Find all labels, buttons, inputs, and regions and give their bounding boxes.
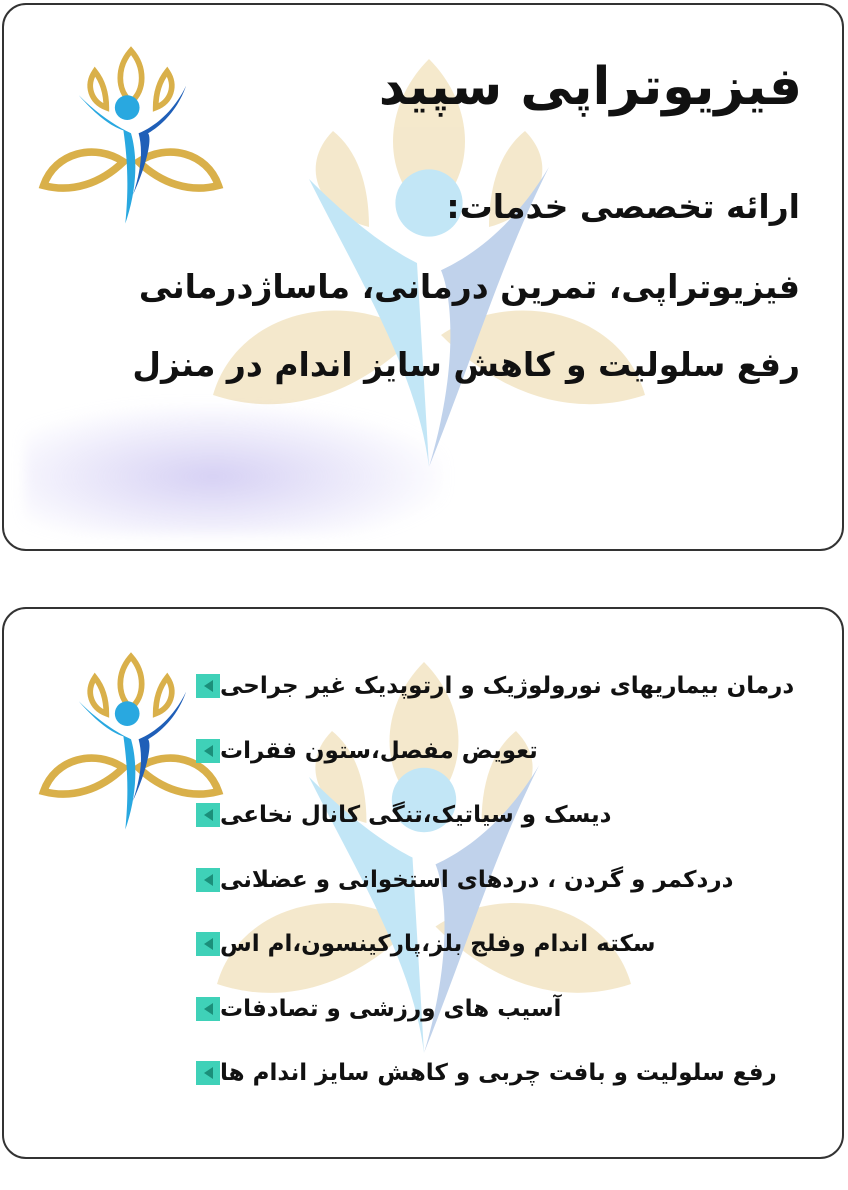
- list-item-text: دیسک و سیاتیک،تنگی کانال نخاعی: [220, 802, 612, 829]
- services-line-2: رفع سلولیت و کاهش سایز اندام در منزل: [132, 345, 800, 384]
- services-heading: ارائه تخصصی خدمات:: [446, 187, 800, 226]
- list-item-text: درمان بیماریهای نورولوژیک و ارتوپدیک غیر جراحی: [220, 673, 795, 700]
- business-card-back: [2, 607, 844, 1159]
- triangle-bullet-icon: [196, 803, 220, 827]
- card-title: فیزیوتراپی سپید: [378, 57, 802, 117]
- list-item-text: رفع سلولیت و بافت چربی و کاهش سایز اندام ها: [220, 1060, 777, 1087]
- triangle-bullet-icon: [196, 739, 220, 763]
- list-item-text: تعویض مفصل،ستون فقرات: [220, 737, 538, 764]
- business-card-front: [2, 3, 844, 551]
- triangle-bullet-icon: [196, 997, 220, 1021]
- list-item: [186, 783, 806, 848]
- list-item-text: دردکمر و گردن ، دردهای استخوانی و عضلانی: [220, 866, 734, 893]
- triangle-bullet-icon: [196, 868, 220, 892]
- list-item: [186, 719, 806, 784]
- triangle-bullet-icon: [196, 932, 220, 956]
- list-item-text: سکته اندام وفلج بلز،پارکینسون،ام اس: [220, 931, 656, 958]
- triangle-bullet-icon: [196, 1061, 220, 1085]
- list-item: [186, 977, 806, 1042]
- triangle-bullet-icon: [196, 674, 220, 698]
- lotus-figure-logo: [36, 43, 226, 233]
- services-line-1: فیزیوتراپی، تمرین درمانی، ماساژدرمانی: [138, 267, 800, 306]
- list-item: [186, 912, 806, 977]
- purple-haze: [24, 405, 444, 535]
- list-item: [186, 1041, 806, 1106]
- list-item-text: آسیب های ورزشی و تصادفات: [220, 995, 562, 1022]
- services-list: [186, 654, 806, 1106]
- list-item: [186, 654, 806, 719]
- list-item: [186, 848, 806, 913]
